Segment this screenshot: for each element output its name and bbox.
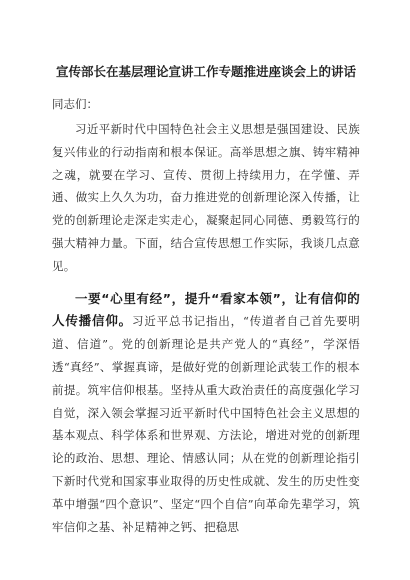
document-title: 宣传部长在基层理论宣讲工作专题推进座谈会上的讲话 xyxy=(55,64,356,79)
salutation: 同志们： xyxy=(52,97,98,111)
paragraph-point-one-heading: 一要“心里有经”，提升“看家本领”，让有信仰的人传播信仰。 xyxy=(52,290,360,329)
paragraph-point-one-body: 习近平总书记指出，“传道者自己首先要明道、信道”。党的创新理论是共产党人的“真经”，学深悟透“真经”、掌握真谛，是做好党的创新理论武装工作的根本前提。筑牢信仰根基。坚持从重大政治责任的高度强化学习自觉，深入领会掌握习近平新时代中国特色社会主义思想的基本观点、科学体系和世界观、方法论，增进对党的创新理论的政治、思想、理论、情感认同；从在党的创新理论指引下新时代党和国家事业取得的历史性成就、发生的历史性变革中增强“四个意识”、坚定“四个自信”向革命先辈学习，筑牢信仰之基、补足精神之钙、把稳思 xyxy=(52,314,360,534)
paragraph-intro: 习近平新时代中国特色社会主义思想是强国建设、民族复兴伟业的行动指南和根本保证。高举思想之旗、铸牢精神之魂，就要在学习、宣传、贯彻上持续用力，在学懂、弄通、做实上久久为功，奋力推进党的创新理论深入传播，让党的创新理论走深走实走心，凝聚起同心同德、勇毅笃行的强大精神力量。下面，结合宣传思想工作实际，我谈几点意见。 xyxy=(52,122,360,273)
paragraph-point-one xyxy=(52,288,360,539)
